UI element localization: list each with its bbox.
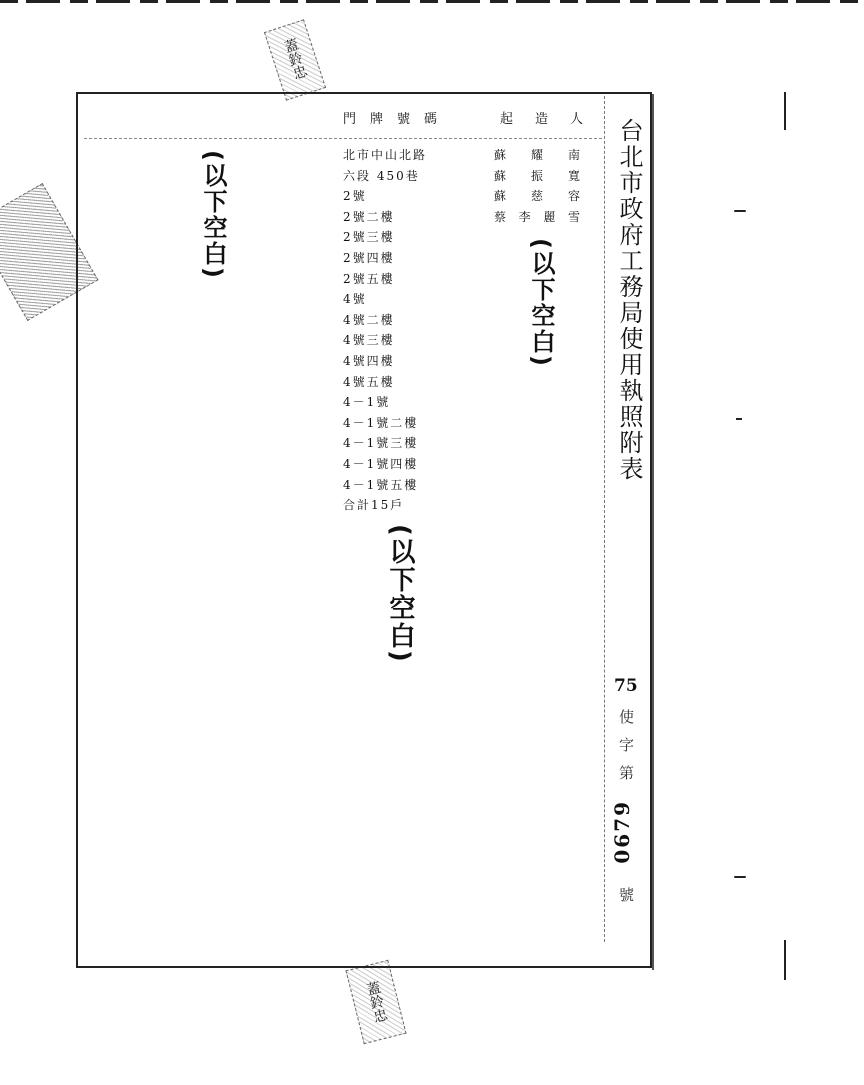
scan-edge-artifact <box>0 0 864 3</box>
applicant-item: 蘇 慈 容 <box>494 189 580 204</box>
license-char: 第 <box>619 764 635 782</box>
scan-mark <box>734 876 746 878</box>
address-item: 2號三樓 <box>343 230 395 245</box>
license-year: 75 <box>614 676 638 696</box>
license-suffix: 號 <box>619 886 635 904</box>
address-item: 2號四樓 <box>343 250 395 265</box>
scan-mark <box>736 418 742 420</box>
address-item: 4－1號三樓 <box>343 436 419 451</box>
address-item: 4號五樓 <box>343 374 395 389</box>
address-item: 4－1號二樓 <box>343 415 419 430</box>
license-char: 使 <box>619 708 635 726</box>
applicant-item: 蘇 耀 南 <box>494 148 580 162</box>
address-item: 4－1號 <box>343 395 391 410</box>
scan-mark <box>734 210 746 212</box>
address-item: 4號二樓 <box>343 312 395 327</box>
blank-below-stamp: (以下空白) <box>527 238 555 368</box>
official-seal-bottom: 蓋鈴忠 <box>345 960 406 1044</box>
address-item: 4號三樓 <box>343 333 395 348</box>
address-item: 北市中山北路 <box>343 148 428 162</box>
sidebar-divider <box>604 96 606 942</box>
applicant-list <box>494 145 594 227</box>
address-list <box>343 145 473 516</box>
address-item: 4號 <box>343 292 367 307</box>
blank-below-stamp: (以下空白) <box>385 524 415 664</box>
address-column-header: 門牌號碼 <box>343 112 452 127</box>
applicant-item: 蔡 李 麗 雪 <box>494 209 580 224</box>
address-item: 2號二樓 <box>343 209 395 224</box>
address-item: 4－1號五樓 <box>343 477 419 492</box>
applicant-item: 蘇 振 寬 <box>494 168 580 183</box>
header-rule <box>84 138 602 140</box>
license-char: 字 <box>619 736 635 754</box>
address-item: 2號 <box>343 189 367 204</box>
frame-edge <box>652 94 654 970</box>
address-item: 4－1號四樓 <box>343 456 419 471</box>
address-total: 合計15戶 <box>343 498 405 513</box>
address-item: 六段 450巷 <box>343 168 420 183</box>
official-seal-top: 蓋鈴忠 <box>264 19 326 100</box>
blank-below-stamp: (以下空白) <box>199 150 227 280</box>
form-title: 台北市政府工務局使用執照附表 <box>615 118 643 482</box>
applicant-column-header: 起造人 <box>500 112 606 127</box>
scan-mark <box>784 940 786 980</box>
scan-mark <box>784 92 786 130</box>
license-number: 0679 <box>610 800 634 864</box>
address-item: 4號四樓 <box>343 353 395 368</box>
address-item: 2號五樓 <box>343 271 395 286</box>
